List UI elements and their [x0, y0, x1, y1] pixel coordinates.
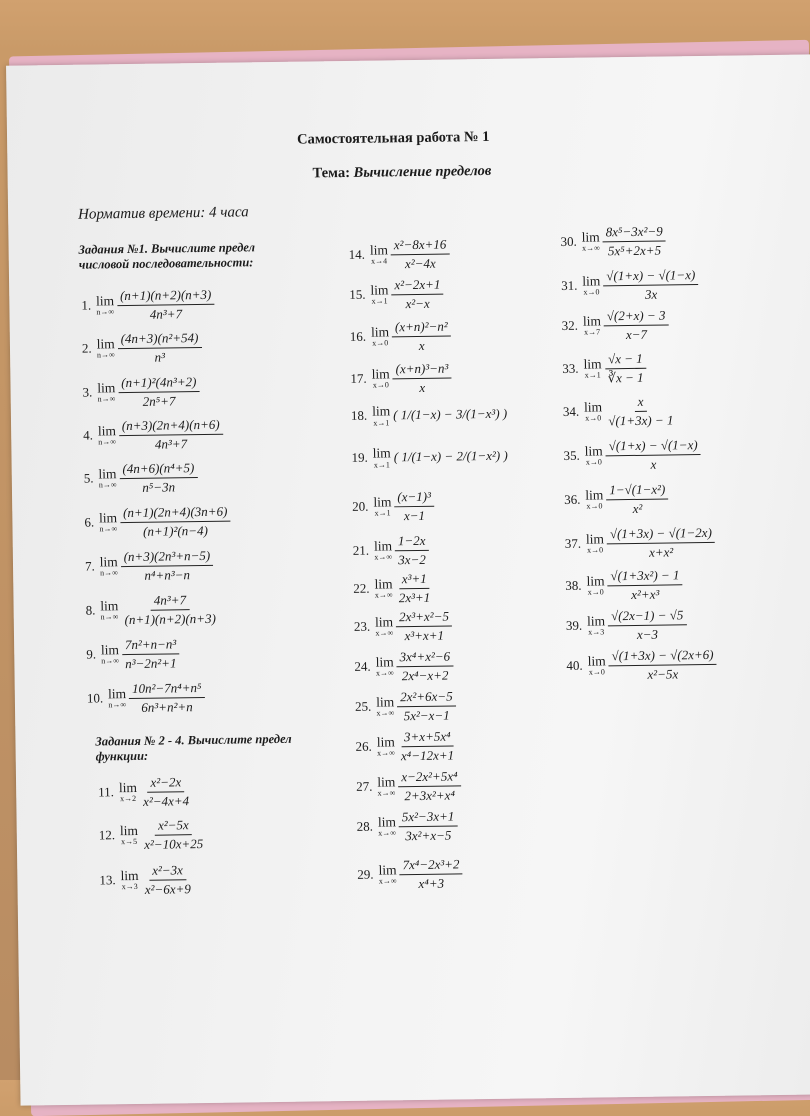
fraction — [392, 362, 451, 395]
limit-subscript: x→3 — [588, 627, 605, 638]
denominator: 5x⁵+2x+5 — [607, 242, 662, 258]
problem-number: 25. — [354, 698, 372, 715]
problem-8 — [85, 593, 219, 627]
numerator: (n+1)(n+2)(n+3) — [117, 288, 215, 306]
denominator: x−3 — [636, 626, 659, 642]
limit-subscript: x→0 — [372, 380, 389, 390]
limit-subscript: x→1 — [371, 296, 388, 306]
limit-symbol: lim x→1 — [373, 494, 392, 518]
numerator: √(2+x) − 3 — [604, 308, 669, 326]
denominator: x²−4x — [404, 255, 436, 271]
limit-subscript: n→∞ — [97, 394, 116, 404]
limit-expression: ( 1/(1−x) − 3/(1−x³) ) — [393, 405, 508, 423]
problem-37 — [565, 526, 716, 560]
limit-symbol: lim n→∞ — [97, 423, 117, 447]
problem-number: 12. — [98, 827, 116, 843]
limit-subscript: x→∞ — [378, 876, 397, 886]
limit-symbol: lim n→∞ — [99, 510, 118, 534]
denominator: 6n³+n²+n — [141, 698, 193, 715]
problem-number: 26. — [355, 738, 372, 755]
denominator: x³+x+1 — [404, 627, 445, 643]
problem-number: 23. — [353, 618, 371, 635]
denominator: 3x²+x−5 — [405, 827, 452, 843]
fraction — [140, 775, 192, 808]
problem-21 — [353, 534, 429, 567]
problem-26 — [355, 729, 457, 763]
problem-5 — [84, 461, 198, 495]
fraction — [609, 648, 717, 682]
fraction — [118, 331, 202, 364]
problem-number: 14. — [348, 246, 366, 263]
problem-7 — [85, 549, 214, 583]
topic-label: Тема: — [312, 164, 351, 182]
numerator: x−2x²+5x⁴ — [398, 769, 461, 787]
fraction — [121, 593, 219, 627]
limit-subscript: n→∞ — [99, 524, 118, 534]
worksheet — [6, 54, 810, 1105]
problem-number: 36. — [564, 491, 581, 508]
fraction — [119, 461, 197, 494]
problem-number: 3. — [82, 384, 93, 400]
problem-number: 32. — [561, 317, 579, 334]
numerator: 7n²+n−n³ — [122, 637, 180, 654]
fraction — [118, 375, 200, 408]
problem-10 — [87, 681, 205, 715]
problem-number: 17. — [350, 370, 367, 387]
problem-number: 2. — [81, 340, 92, 356]
numerator: 7x⁴−2x³+2 — [399, 857, 462, 875]
numerator: √(1+x) − √(1−x) — [603, 268, 698, 286]
page-title: Самостоятельная работа № 1 — [296, 128, 490, 148]
denominator: x — [419, 379, 426, 395]
fraction — [398, 769, 461, 802]
fraction — [122, 637, 180, 670]
numerator: 3x⁴+x²−6 — [397, 650, 454, 667]
fraction — [391, 238, 450, 271]
limit-symbol: lim x→0 — [371, 366, 390, 390]
problem-22 — [353, 572, 433, 605]
numerator: 1−2x — [395, 534, 429, 551]
problem-number: 22. — [353, 580, 370, 597]
fraction — [604, 308, 669, 341]
limit-symbol: lim x→∞ — [377, 814, 397, 838]
problem-number: 11. — [98, 784, 115, 800]
topic-text: Вычисление пределов — [353, 162, 492, 181]
problem-12 — [99, 818, 207, 852]
problem-number: 39. — [565, 617, 583, 634]
numerator: x²−5x — [155, 818, 192, 835]
limit-symbol: lim n→∞ — [107, 685, 127, 710]
fraction — [129, 681, 205, 714]
limit-subscript: x→0 — [588, 667, 605, 678]
problem-number: 35. — [563, 447, 580, 464]
numerator: x²−2x — [147, 775, 184, 792]
denominator: x²−6x+9 — [144, 880, 191, 897]
fraction — [607, 526, 715, 560]
limit-symbol: lim x→∞ — [376, 694, 395, 718]
fraction — [606, 438, 701, 472]
fraction — [397, 689, 456, 722]
fraction — [120, 505, 231, 539]
fraction — [398, 729, 458, 762]
limit-subscript: n→∞ — [100, 612, 119, 622]
limit-symbol: lim x→1 — [372, 403, 391, 428]
problem-36 — [564, 482, 669, 516]
problem-number: 30. — [560, 233, 577, 250]
topic-line — [312, 163, 491, 182]
problem-38 — [565, 568, 683, 602]
denominator: 2+3x²+x⁴ — [404, 787, 456, 803]
limit-subscript: x→∞ — [378, 828, 396, 838]
denominator: x²−5x — [647, 666, 679, 682]
limit-symbol: lim x→1 — [370, 282, 389, 306]
limit-subscript: x→0 — [587, 545, 604, 556]
limit-symbol: lim n→∞ — [97, 380, 116, 404]
problem-number: 10. — [86, 690, 104, 706]
task-2-heading: Задания № 2 - 4. Вычислите предел функции: — [95, 731, 292, 764]
problem-9 — [86, 637, 180, 671]
problem-number: 18. — [350, 407, 368, 424]
limit-symbol: lim x→∞ — [376, 734, 395, 758]
numerator: 2x³+x²−5 — [396, 610, 452, 627]
problem-number: 37. — [564, 535, 582, 552]
limit-symbol: lim x→0 — [585, 531, 605, 556]
numerator: x — [635, 395, 647, 412]
limit-subscript: x→∞ — [377, 748, 395, 758]
limit-subscript: x→0 — [586, 501, 603, 512]
denominator: x² — [632, 500, 643, 516]
fraction — [395, 572, 433, 605]
limit-subscript: x→0 — [585, 413, 602, 424]
fraction — [141, 818, 206, 851]
fraction — [603, 268, 698, 302]
limit-subscript: n→∞ — [98, 437, 116, 447]
limit-symbol: lim n→∞ — [100, 598, 119, 622]
limit-subscript: x→4 — [370, 256, 388, 267]
numerator: x³+1 — [399, 572, 430, 589]
limit-symbol: lim n→∞ — [100, 642, 120, 666]
problem-29 — [357, 857, 463, 891]
limit-subscript: x→1 — [584, 370, 601, 381]
problem-number: 13. — [99, 872, 116, 888]
problem-20 — [352, 490, 434, 523]
limit-subscript: x→0 — [583, 287, 600, 298]
limit-symbol: lim x→∞ — [375, 654, 394, 678]
problem-number: 38. — [565, 577, 582, 594]
problem-number: 24. — [354, 658, 371, 675]
problem-19 — [351, 445, 508, 470]
problem-number: 34. — [562, 403, 580, 420]
fraction — [394, 490, 434, 523]
denominator: x — [650, 456, 657, 472]
limit-subscript: x→0 — [372, 338, 389, 348]
numerator: x²−2x+1 — [391, 278, 443, 295]
problem-number: 40. — [566, 657, 583, 674]
problem-28 — [356, 809, 457, 843]
fraction — [395, 534, 429, 567]
limit-symbol: lim x→7 — [582, 313, 602, 338]
limit-subscript: x→∞ — [374, 590, 393, 600]
fraction — [121, 549, 214, 583]
problem-31 — [561, 268, 699, 302]
problem-number: 9. — [86, 646, 97, 662]
numerator: √x − 1 — [605, 352, 646, 369]
numerator: x²−3x — [149, 863, 186, 880]
time-norm: Норматив времени: 4 часа — [78, 204, 249, 223]
limit-subscript: x→1 — [373, 417, 390, 428]
problem-number: 1. — [81, 297, 92, 313]
fraction — [608, 608, 687, 641]
numerator: 1−√(1−x²) — [606, 482, 668, 500]
fraction — [607, 568, 682, 601]
limit-expression: ( 1/(1−x) − 2/(1−x²) ) — [393, 447, 508, 465]
limit-symbol: lim x→0 — [584, 443, 603, 468]
limit-symbol: lim x→∞ — [581, 229, 600, 254]
denominator: (n+1)(n+2)(n+3) — [124, 610, 216, 627]
limit-symbol: lim x→3 — [586, 613, 606, 638]
numerator: (n+3)(2n+4)(n+6) — [119, 418, 223, 436]
fraction — [603, 224, 666, 257]
task-1-heading: Задания №1. Вычислите предел числовой последовательности: — [78, 240, 256, 272]
limit-subscript: x→∞ — [377, 788, 396, 798]
limit-symbol: lim n→∞ — [96, 336, 115, 360]
denominator: x — [418, 337, 425, 353]
problem-number: 19. — [351, 449, 368, 466]
fraction — [605, 394, 677, 427]
limit-subscript: x→2 — [120, 794, 137, 804]
numerator: 3+x+5x⁴ — [401, 730, 454, 747]
problem-33 — [562, 352, 647, 385]
problem-number: 7. — [84, 558, 95, 574]
limit-subscript: x→1 — [374, 508, 391, 518]
limit-subscript: x→∞ — [374, 552, 393, 562]
limit-symbol: lim x→0 — [370, 324, 390, 348]
denominator: 4n³+7 — [154, 435, 188, 452]
problem-27 — [356, 769, 461, 803]
problem-40 — [566, 648, 717, 682]
denominator: 2x³+1 — [398, 589, 431, 605]
problem-15 — [349, 278, 444, 312]
limit-symbol: lim x→3 — [120, 867, 139, 892]
numerator: (x−1)³ — [394, 490, 434, 507]
numerator: 5x²−3x+1 — [399, 809, 458, 826]
numerator: √(1+3x) − √(2x+6) — [609, 648, 717, 666]
problem-number: 33. — [562, 360, 579, 377]
numerator: (n+1)(2n+4)(3n+6) — [120, 505, 231, 523]
problem-number: 15. — [349, 286, 366, 303]
fraction — [117, 288, 215, 322]
denominator: x²−x — [405, 295, 430, 311]
denominator: 3x−2 — [398, 551, 426, 567]
limit-symbol: lim x→∞ — [374, 576, 393, 600]
problem-number: 28. — [356, 818, 374, 835]
limit-subscript: x→∞ — [375, 668, 394, 678]
limit-symbol: lim x→0 — [587, 653, 606, 678]
numerator: (n+3)(2n³+n−5) — [121, 549, 214, 567]
limit-subscript: x→0 — [587, 587, 604, 598]
fraction — [119, 418, 223, 452]
problem-1 — [81, 288, 215, 322]
numerator: (x+n)²−n² — [392, 320, 451, 337]
limit-subscript: x→1 — [373, 459, 390, 470]
problem-number: 21. — [352, 542, 370, 559]
numerator: (x+n)³−n³ — [392, 362, 451, 379]
limit-subscript: x→0 — [585, 457, 602, 468]
limit-symbol: lim x→0 — [585, 487, 604, 512]
problem-24 — [354, 650, 453, 684]
problem-18 — [351, 403, 508, 428]
limit-subscript: x→7 — [584, 327, 601, 338]
problem-number: 16. — [349, 328, 367, 345]
numerator: 10n²−7n⁴+n⁵ — [129, 681, 205, 699]
numerator: √(1+x) − √(1−x) — [606, 438, 701, 456]
limit-symbol: lim x→∞ — [377, 774, 396, 798]
limit-subscript: x→∞ — [376, 708, 395, 718]
numerator: (n+1)²(4n³+2) — [118, 375, 199, 393]
denominator: x+x² — [648, 544, 674, 560]
problem-number: 5. — [83, 470, 94, 486]
denominator: ∛x − 1 — [607, 369, 644, 385]
problem-4 — [83, 418, 223, 452]
denominator: x−7 — [625, 326, 648, 342]
problem-16 — [350, 320, 451, 354]
limit-subscript: n→∞ — [101, 656, 120, 666]
limit-symbol: lim x→1 — [583, 356, 602, 381]
limit-subscript: x→∞ — [581, 243, 600, 254]
fraction — [604, 352, 646, 385]
fraction — [141, 863, 193, 896]
problem-11 — [98, 775, 192, 809]
problem-35 — [563, 438, 701, 472]
problem-32 — [562, 308, 669, 342]
limit-subscript: n→∞ — [98, 480, 117, 490]
fraction — [396, 610, 452, 643]
denominator: n⁴+n³−n — [144, 566, 191, 583]
problem-17 — [350, 362, 451, 396]
fraction — [397, 650, 454, 683]
problem-14 — [348, 238, 449, 272]
problem-number: 27. — [356, 778, 373, 795]
denominator: n³ — [154, 349, 166, 365]
limit-symbol: lim x→∞ — [373, 538, 393, 562]
problem-34 — [563, 394, 677, 428]
denominator: x²−4x+4 — [143, 792, 190, 809]
denominator: x⁴−12x+1 — [400, 747, 455, 763]
numerator: 2x²+6x−5 — [397, 689, 456, 706]
denominator: 3x — [644, 286, 658, 302]
problem-2 — [82, 331, 202, 365]
limit-symbol: lim x→∞ — [378, 862, 397, 886]
denominator: x−1 — [403, 507, 426, 523]
limit-subscript: n→∞ — [96, 350, 115, 360]
numerator: √(1+3x) − √(1−2x) — [607, 526, 715, 544]
denominator: n⁵−3n — [142, 479, 176, 495]
denominator: 2n⁵+7 — [142, 392, 176, 409]
limit-symbol: lim x→0 — [586, 573, 605, 598]
problem-39 — [566, 608, 687, 642]
denominator: (n+1)²(n−4) — [142, 522, 208, 539]
numerator: √(2x−1) − √5 — [608, 608, 686, 626]
problem-number: 4. — [83, 427, 94, 443]
fraction — [399, 809, 458, 842]
numerator: (4n+3)(n²+54) — [118, 331, 202, 349]
limit-symbol: lim x→2 — [118, 779, 138, 804]
denominator: 4n³+7 — [149, 305, 183, 322]
limit-subscript: n→∞ — [108, 700, 127, 710]
limit-symbol: lim x→0 — [584, 399, 603, 424]
limit-symbol: lim x→1 — [372, 445, 391, 470]
problem-number: 31. — [561, 277, 578, 294]
numerator: x²−8x+16 — [391, 238, 450, 255]
fraction — [392, 320, 451, 353]
denominator: 5x²−x−1 — [403, 707, 450, 723]
problem-number: 6. — [84, 514, 95, 530]
limit-subscript: n→∞ — [96, 307, 115, 317]
limit-symbol: lim x→5 — [119, 822, 139, 847]
denominator: x⁴+3 — [418, 875, 445, 891]
denominator: √(1+3x) − 1 — [608, 412, 674, 428]
numerator: 8x⁵−3x²−9 — [603, 224, 666, 242]
limit-subscript: x→∞ — [375, 628, 394, 638]
problem-13 — [99, 863, 194, 897]
problem-number: 8. — [85, 602, 96, 618]
limit-subscript: x→3 — [121, 882, 138, 892]
problem-25 — [355, 689, 456, 723]
denominator: 2x⁴−x+2 — [401, 667, 449, 683]
problem-6 — [84, 505, 230, 539]
denominator: n³−2n²+1 — [125, 655, 177, 671]
problem-number: 29. — [357, 866, 374, 883]
limit-symbol: lim x→4 — [369, 242, 389, 267]
numerator: √(1+3x²) − 1 — [607, 568, 682, 586]
fraction — [399, 857, 462, 890]
denominator: x²−10x+25 — [144, 835, 204, 852]
numerator: (4n+6)(n⁴+5) — [119, 461, 197, 479]
fraction — [606, 482, 668, 515]
limit-symbol: lim x→0 — [582, 273, 601, 298]
numerator: 4n³+7 — [151, 593, 189, 610]
problem-number: 20. — [352, 498, 369, 515]
limit-symbol: lim n→∞ — [99, 554, 118, 578]
problem-3 — [82, 375, 199, 409]
fraction — [391, 278, 443, 311]
limit-subscript: x→5 — [121, 837, 138, 847]
problem-30 — [560, 224, 666, 258]
limit-symbol: lim x→∞ — [374, 614, 394, 638]
limit-symbol: lim n→∞ — [95, 293, 115, 317]
denominator: x²+x³ — [631, 586, 660, 602]
limit-subscript: n→∞ — [99, 568, 118, 578]
problem-23 — [354, 610, 453, 644]
limit-symbol: lim n→∞ — [98, 466, 117, 490]
